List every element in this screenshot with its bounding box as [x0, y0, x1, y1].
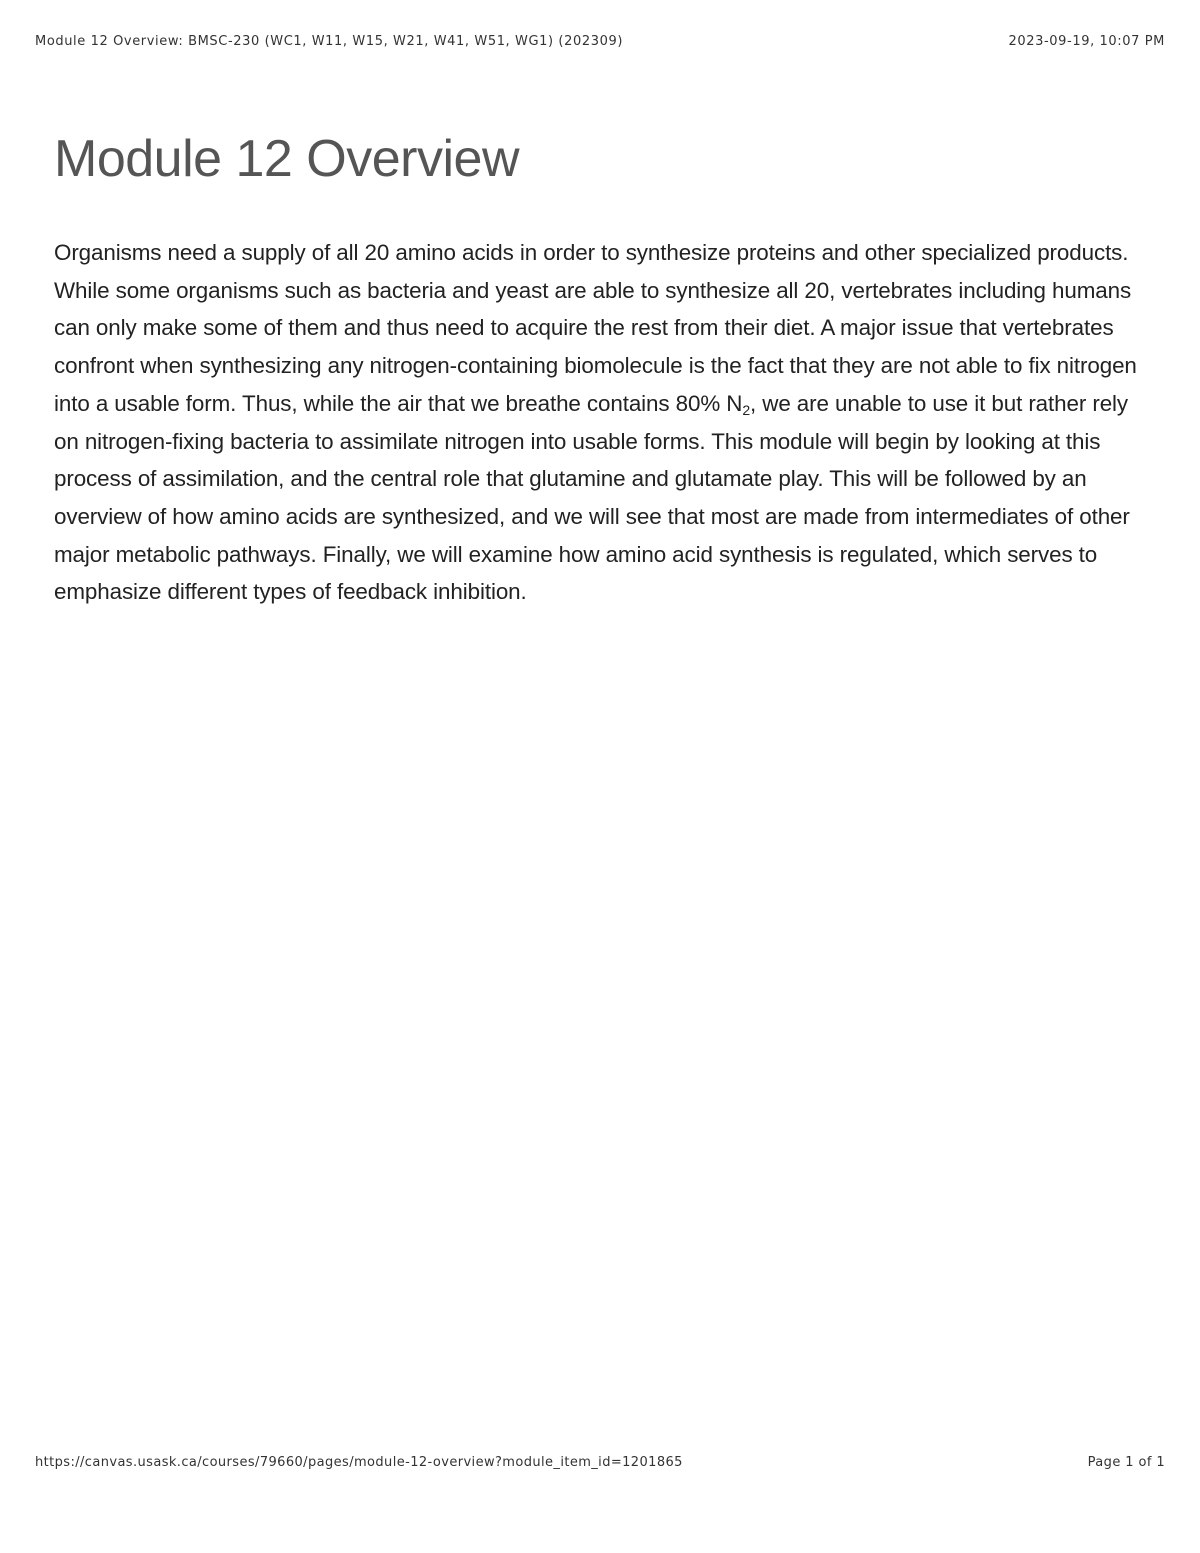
page-content — [54, 128, 1154, 611]
header-datetime: 2023-09-19, 10:07 PM — [1008, 34, 1165, 49]
header-document-title: Module 12 Overview: BMSC-230 (WC1, W11, W15, W21, W41, W51, WG1) (202309) — [35, 34, 623, 49]
nitrogen-subscript: 2 — [742, 401, 751, 418]
paragraph-text-part-1: Organisms need a supply of all 20 amino acids in order to synthesize proteins and other specialized products. While some organisms such as bacteria and yeast are able to synthesize all 20, vertebrates including humans can only make some of them and thus need to acquire the rest from their diet. A major issue that vertebrates confront when synthesizing any nitrogen-containing biomolecule is the fact that they are not able to fix nitrogen into a usable form. Thus, while the air that we breathe contains 80% N — [54, 240, 1137, 416]
footer-page-number: Page 1 of 1 — [1087, 1455, 1165, 1470]
print-footer — [35, 1455, 1165, 1473]
overview-paragraph — [54, 234, 1154, 611]
paragraph-text-part-2: , we are unable to use it but rather rely on nitrogen-fixing bacteria to assimilate nitrogen into usable forms. This module will begin by looking at this process of assimilation, and the central role that glutamine and glutamate play. This will be followed by an overview of how amino acids are synthesized, and we will see that most are made from intermediates of other major metabolic pathways. Finally, we will examine how amino acid synthesis is regulated, which serves to emphasize different types of feedback inhibition. — [54, 390, 1130, 605]
print-header — [35, 34, 1165, 52]
page-title: Module 12 Overview — [54, 130, 519, 188]
footer-url[interactable]: https://canvas.usask.ca/courses/79660/pages/module-12-overview?module_item_id=1201865 — [35, 1455, 683, 1470]
